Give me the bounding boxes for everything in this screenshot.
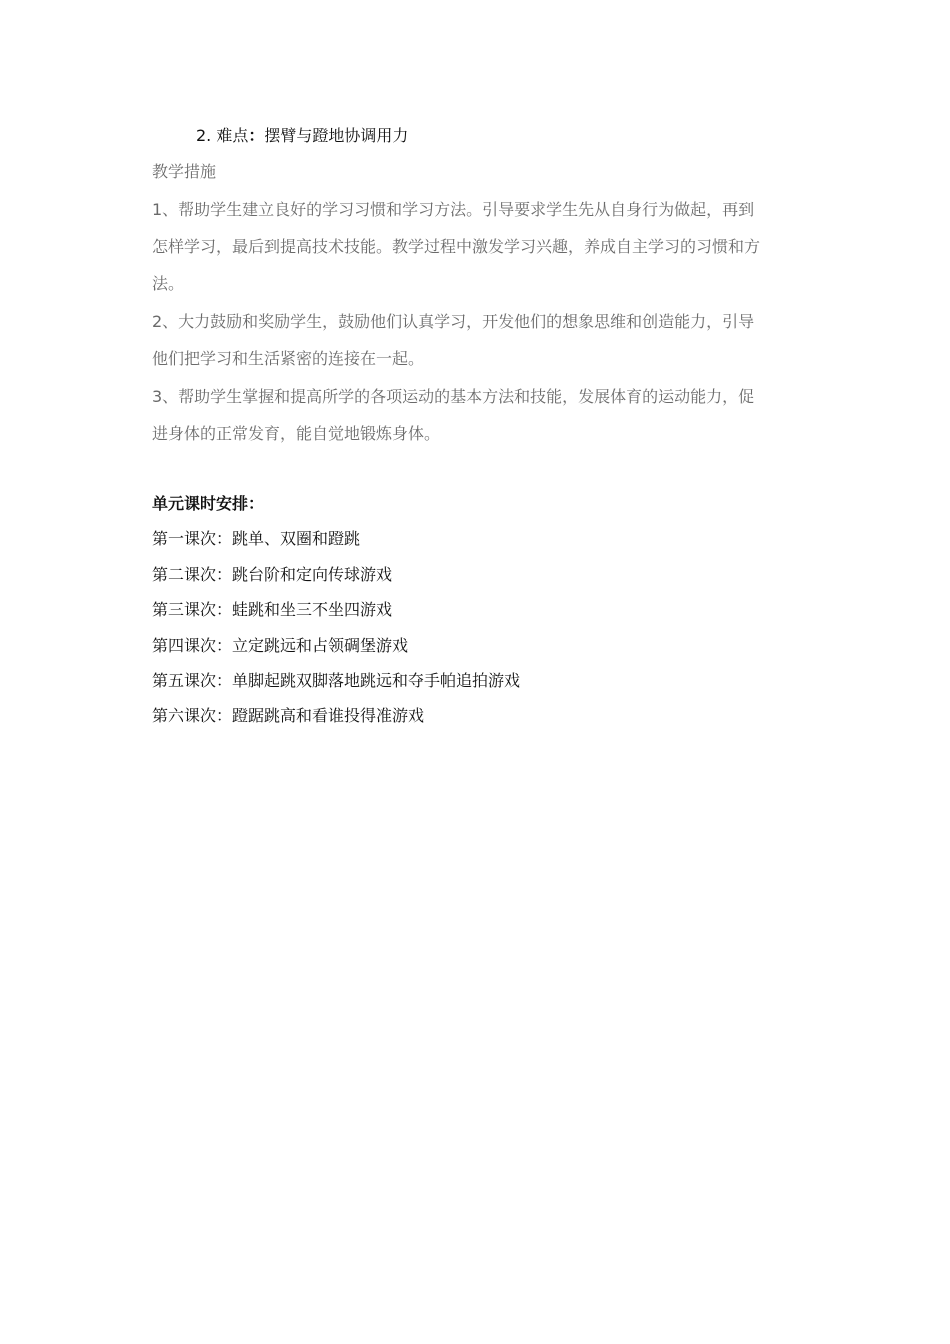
lesson-6: 第六课次：蹬踞跳高和看谁投得准游戏 (152, 706, 425, 725)
measure-1-line-1: 1、帮助学生建立良好的学习习惯和学习方法。引导要求学生先从自身行为做起，再到 (152, 200, 755, 219)
measure-1-line-2: 怎样学习，最后到提高技术技能。教学过程中激发学习兴趣，养成自主学习的习惯和方 (152, 237, 761, 256)
lesson-4: 第四课次：立定跳远和占领碉堡游戏 (152, 636, 409, 655)
lesson-1: 第一课次：跳单、双圈和蹬跳 (152, 529, 361, 548)
measure-3-line-1: 3、帮助学生掌握和提高所学的各项运动的基本方法和技能，发展体育的运动能力，促 (152, 387, 755, 406)
difficulty-text: 摆臂与蹬地协调用力 (264, 126, 409, 145)
lesson-2: 第二课次：跳台阶和定向传球游戏 (152, 565, 393, 584)
difficulty-prefix: 2. 难点 (196, 126, 249, 145)
lesson-5: 第五课次：单脚起跳双脚落地跳远和夺手帕追拍游戏 (152, 671, 521, 690)
measure-1-line-3: 法。 (152, 274, 185, 293)
measure-2-line-2: 他们把学习和生活紧密的连接在一起。 (152, 349, 425, 368)
schedule-heading: 单元课时安排： (152, 494, 265, 513)
measure-3-line-2: 进身体的正常发育，能自觉地锻炼身体。 (152, 424, 441, 443)
difficulty-point (196, 126, 408, 146)
difficulty-colon: ： (248, 126, 265, 145)
measures-heading: 教学措施 (152, 162, 217, 181)
lesson-3: 第三课次：蛙跳和坐三不坐四游戏 (152, 600, 393, 619)
measure-2-line-1: 2、大力鼓励和奖励学生，鼓励他们认真学习，开发他们的想象思维和创造能力，引导 (152, 312, 755, 331)
